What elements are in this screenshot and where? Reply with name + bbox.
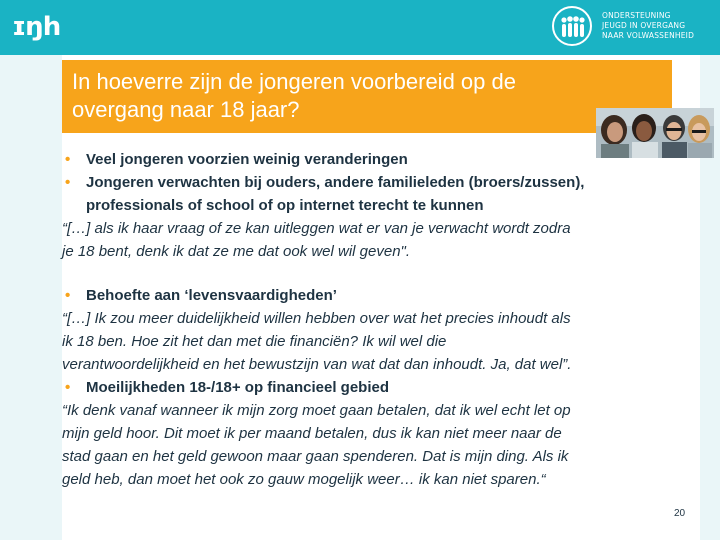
slide-title: In hoeverre zijn de jongeren voorbereid op de overgang naar 18 jaar? [62,60,672,133]
bullet-item: • Jongeren verwachten bij ouders, andere familieleden (broers/zussen), professionals of school of op internet terecht te kunnen [62,171,692,217]
quote-text: “[…] Ik zou meer duidelijkheid willen hebben over wat het precies inhoudt als ik 18 ben. Hoe zit het dan met die financiën? Ik wil wel die verantwoordelijkheid en het bewustzijn van wat dat dan inhoudt. Ja, dat wel”. [62,310,572,373]
organization-name: ONDERSTEUNING JEUGD IN OVERGANG NAAR VOLWASSENHEID [602,11,695,40]
left-margin-panel [0,55,62,540]
bullet-item: • Behoefte aan ‘levensvaardigheden’ [62,284,692,307]
quote-text: “[…] als ik haar vraag of ze kan uitleggen wat er van je verwacht wordt zodra je 18 bent, denk ik dat ze me dat ook wel wil geven". [62,220,571,260]
bullet-item: • Veel jongeren voorzien weinig veranderingen [62,148,692,171]
header-bar [0,0,720,55]
bullet-item: • Moeilijkheden 18-/18+ op financieel gebied [62,376,692,399]
inh-logo: ɪŋh [12,12,61,42]
people-icon [552,6,592,46]
slide-content [62,148,692,491]
organization-logo [552,6,720,50]
page-number: 20 [674,508,686,519]
quote-text: “Ik denk vanaf wanneer ik mijn zorg moet gaan betalen, dat ik wel echt let op mijn geld hoor. Dit moet ik per maand betalen, dus ik kan niet meer naar de stad gaan en het geld gewoon maar gaan spenderen. Dat is mijn ding. Als ik geld heb, dan moet het ook zo gauw mogelijk weer… ik kan niet sparen.“ [62,402,571,488]
